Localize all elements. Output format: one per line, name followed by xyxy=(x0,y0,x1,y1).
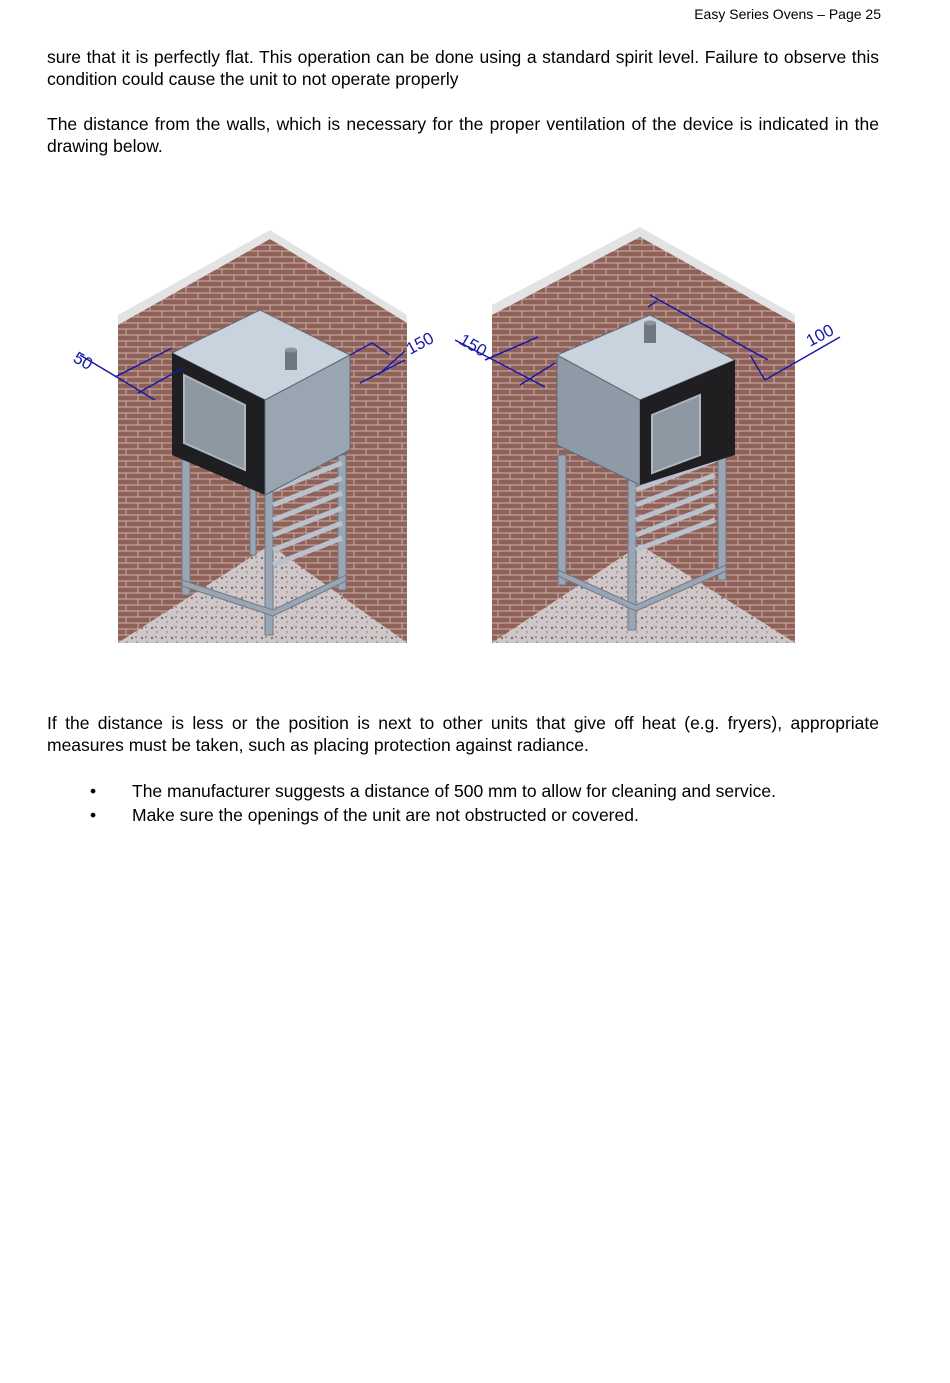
right-installation-drawing xyxy=(455,227,840,643)
paragraph-wall-distance: The distance from the walls, which is necessary for the proper ventilation of the device is indicated in the drawing below. xyxy=(47,114,879,156)
right-dim-side-label: 150 xyxy=(456,330,491,361)
list-item xyxy=(47,803,879,827)
list-item-text: Make sure the openings of the unit are not obstructed or covered. xyxy=(132,805,639,825)
left-dim-side-label: 50 xyxy=(70,348,96,374)
left-installation-drawing xyxy=(70,230,437,643)
page-header: Easy Series Ovens – Page 25 xyxy=(694,6,881,22)
list-item-text: The manufacturer suggests a distance of 500 mm to allow for cleaning and service. xyxy=(132,781,776,801)
bullet-symbol: • xyxy=(90,781,97,801)
paragraph-heat-sources: If the distance is less or the position is next to other units that give off heat (e.g. fryers), appropriate measures must be taken, such as placing protection against radiance. xyxy=(47,713,879,755)
paragraph-level-instructions: sure that it is perfectly flat. This operation can be done using a standard spirit level. Failure to observe this condition could cause the unit to not operate properly xyxy=(47,47,879,89)
bullet-symbol: • xyxy=(90,805,97,825)
right-dim-back-label: 100 xyxy=(802,320,837,351)
left-dim-back-label: 150 xyxy=(402,328,437,359)
installation-clearance-figure xyxy=(60,215,860,655)
bullet-list xyxy=(47,779,879,827)
list-item xyxy=(47,779,879,803)
